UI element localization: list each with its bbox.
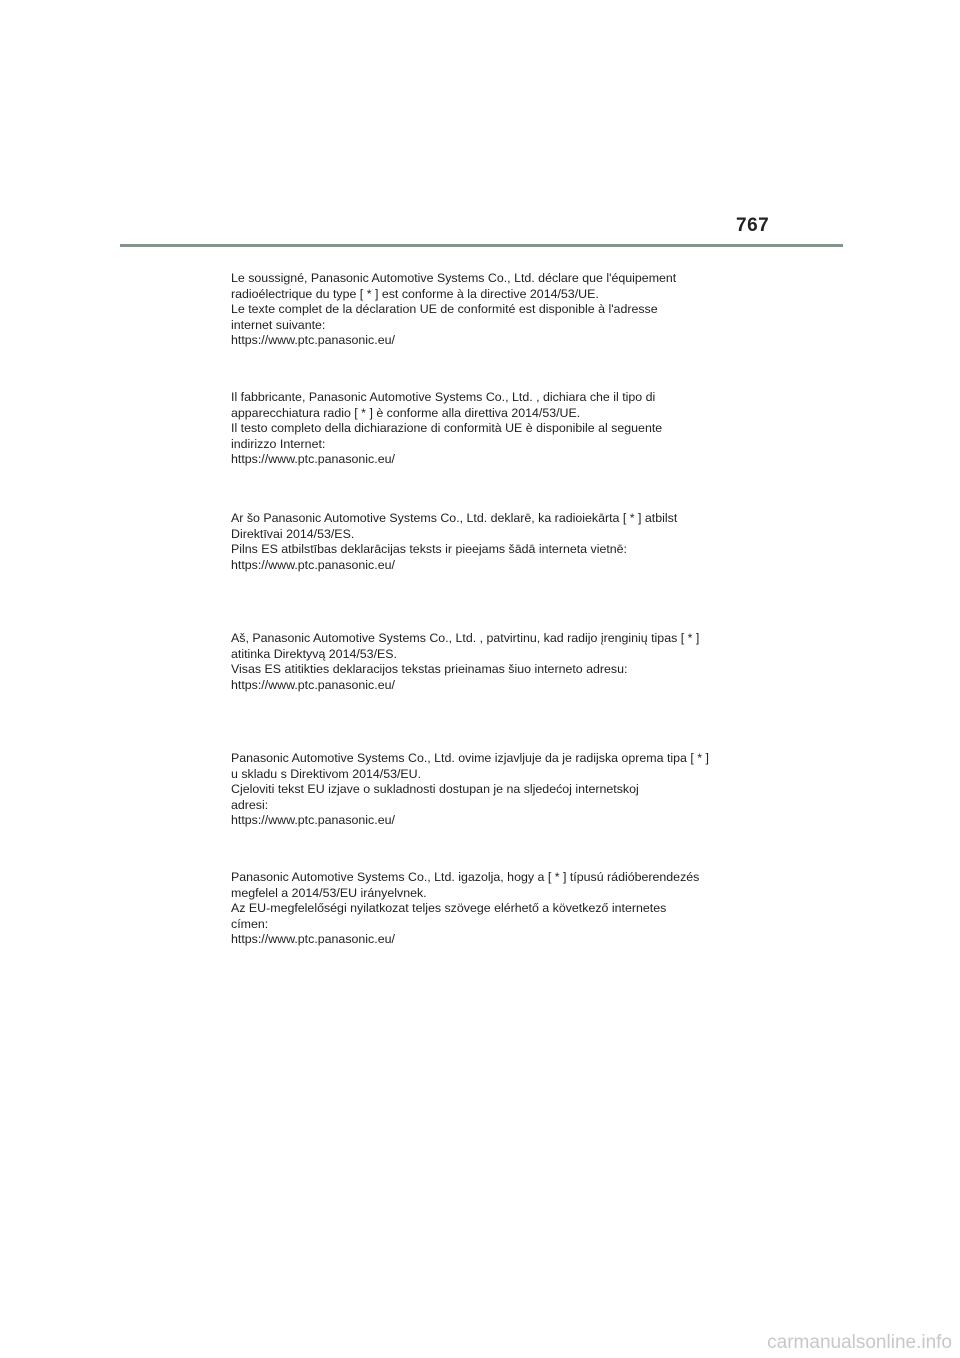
declaration-block-lt: [231, 631, 731, 693]
declaration-line: Cjeloviti tekst EU izjave o sukladnosti dostupan je na sljedećoj internetskoj: [231, 782, 639, 797]
declaration-block-fr: [231, 271, 731, 349]
declaration-line: Panasonic Automotive Systems Co., Ltd. ovime izjavljuje da je radijska oprema tipa [ * ]: [231, 751, 709, 765]
declaration-line: indirizzo Internet:: [231, 436, 326, 451]
header-rule: [120, 244, 843, 247]
declaration-url: https://www.ptc.panasonic.eu/: [231, 677, 395, 692]
declaration-line: Direktīvai 2014/53/ES.: [231, 526, 355, 541]
declaration-line: Visas ES atitikties deklaracijos tekstas prieinamas šiuo interneto adresu:: [231, 662, 628, 677]
declaration-line: internet suivante:: [231, 317, 326, 332]
declaration-line: Az EU-megfelelőségi nyilatkozat teljes szövege elérhető a következő internetes: [231, 901, 667, 916]
page-number: 767: [736, 215, 770, 236]
declaration-url: https://www.ptc.panasonic.eu/: [231, 452, 395, 467]
declaration-url: https://www.ptc.panasonic.eu/: [231, 557, 395, 572]
declaration-line: Ar šo Panasonic Automotive Systems Co., Ltd. deklarē, ka radioiekārta [ * ] atbilst: [231, 511, 678, 525]
declaration-line: Aš, Panasonic Automotive Systems Co., Ltd. , patvirtinu, kad radijo įrenginių tipas [ * ]: [231, 631, 700, 645]
declaration-block-hu: [231, 870, 731, 948]
declaration-line: megfelel a 2014/53/EU irányelvnek.: [231, 885, 427, 900]
declaration-line: radioélectrique du type [ * ] est conforme à la directive 2014/53/UE.: [231, 286, 599, 301]
declaration-url: https://www.ptc.panasonic.eu/: [231, 333, 395, 348]
declaration-line: címen:: [231, 916, 269, 931]
declaration-block-hr: [231, 751, 731, 829]
declaration-line: Le soussigné, Panasonic Automotive Systems Co., Ltd. déclare que l'équipement: [231, 271, 677, 285]
declaration-line: Panasonic Automotive Systems Co., Ltd. igazolja, hogy a [ * ] típusú rádióberendezés: [231, 870, 700, 884]
declaration-url: https://www.ptc.panasonic.eu/: [231, 932, 395, 947]
declaration-line: atitinka Direktyvą 2014/53/ES.: [231, 646, 397, 661]
declaration-line: u skladu s Direktivom 2014/53/EU.: [231, 766, 422, 781]
declaration-block-it: [231, 390, 731, 468]
declaration-line: Il fabbricante, Panasonic Automotive Systems Co., Ltd. , dichiara che il tipo di: [231, 390, 656, 404]
declaration-line: adresi:: [231, 797, 269, 812]
declaration-line: apparecchiatura radio [ * ] è conforme alla direttiva 2014/53/UE.: [231, 405, 581, 420]
declaration-url: https://www.ptc.panasonic.eu/: [231, 813, 395, 828]
declaration-line: Il testo completo della dichiarazione di conformità UE è disponibile al seguente: [231, 421, 663, 436]
declaration-block-lv: [231, 511, 731, 573]
declaration-line: Pilns ES atbilstības deklarācijas teksts ir pieejams šādā interneta vietnē:: [231, 542, 628, 557]
footer-watermark: carmanualsonline.info: [767, 1332, 952, 1353]
declaration-line: Le texte complet de la déclaration UE de conformité est disponible à l'adresse: [231, 302, 658, 317]
